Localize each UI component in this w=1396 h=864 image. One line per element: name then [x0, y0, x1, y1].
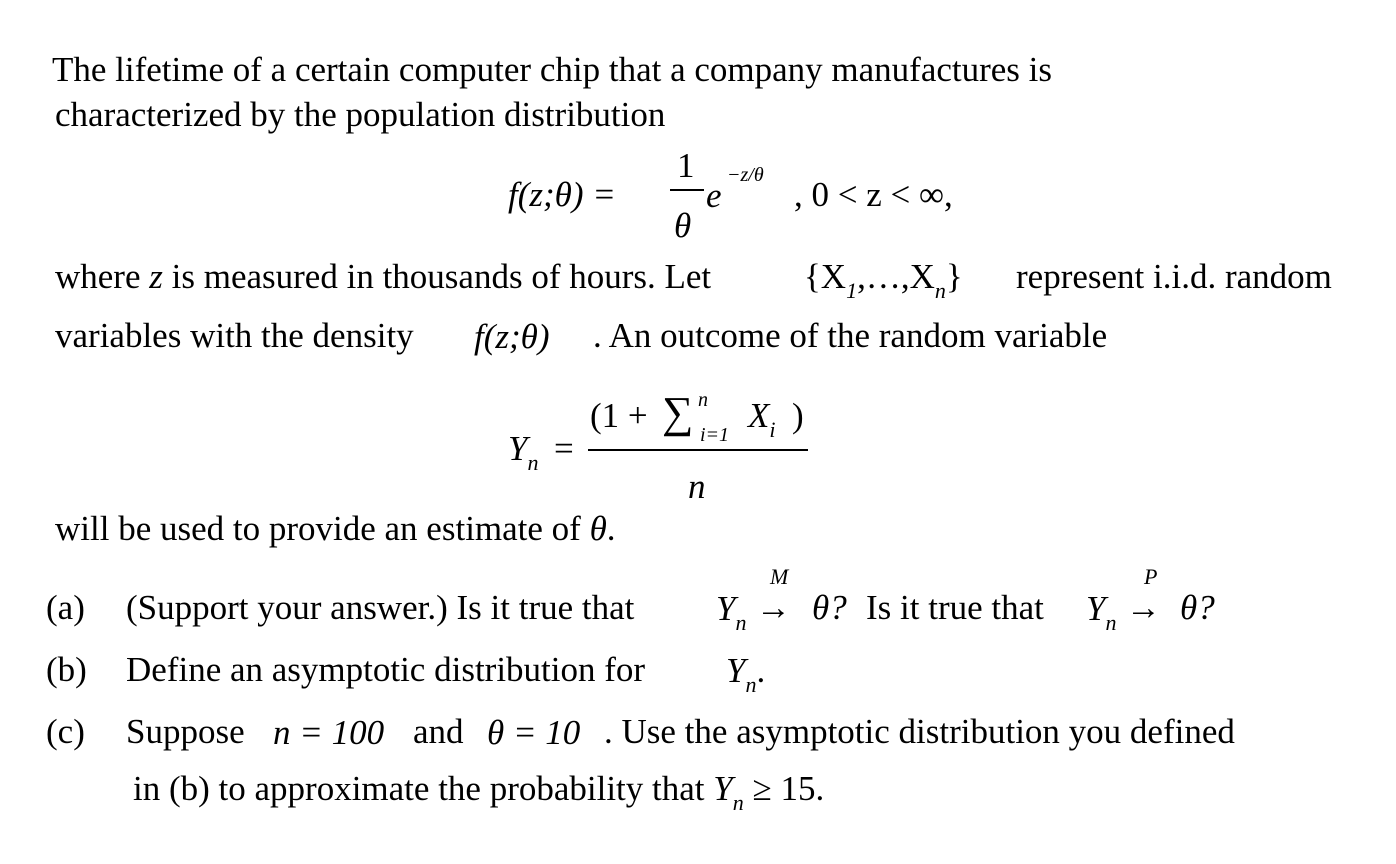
- density-ref: f(z;θ): [474, 317, 550, 356]
- arrow-label-m: M: [770, 564, 789, 589]
- part-c-label: (c): [46, 712, 85, 751]
- part-a-y1: $Y_n$: [716, 589, 747, 635]
- estimator-numerator-open: (1 +: [590, 396, 648, 435]
- estimator-equals: =: [554, 429, 574, 468]
- density-numerator: 1: [677, 146, 695, 185]
- part-b-text: Define an asymptotic distribution for: [126, 650, 646, 689]
- part-a-text2: Is it true that: [866, 588, 1044, 627]
- estimator-fraction-bar: [588, 449, 808, 451]
- part-c-theta-value: θ = 10: [487, 713, 581, 752]
- arrow-icon: →: [756, 588, 791, 627]
- intro-line-1: The lifetime of a certain computer chip that a company manufactures is: [52, 50, 1053, 89]
- part-c-post: . Use the asymptotic distribution you defined: [604, 712, 1235, 751]
- estimator-denominator: n: [688, 467, 706, 506]
- density-exponent: −z/θ: [727, 164, 764, 186]
- part-b-label: (b): [46, 650, 87, 689]
- part-c-and: and: [413, 712, 464, 751]
- intro-line-2: characterized by the population distribution: [55, 95, 666, 134]
- part-b-y: $Y_n$.: [726, 651, 766, 697]
- variables-line-post: . An outcome of the random variable: [593, 316, 1108, 355]
- density-exp-base: e: [706, 176, 722, 215]
- density-denominator: θ: [674, 206, 692, 245]
- part-a-y2: $Y_n$: [1086, 589, 1117, 635]
- sum-lower-limit: i=1: [700, 424, 730, 446]
- where-line-end: represent i.i.d. random: [1016, 257, 1332, 296]
- sample-set: $\{X_1,\dots,X_n\}$: [804, 257, 963, 303]
- density-range: , 0 < z < ∞,: [794, 175, 953, 214]
- density-lhs: f(z;θ) =: [508, 175, 616, 214]
- estimator-lhs: $Y_n$: [508, 429, 539, 475]
- part-c-pre: Suppose: [126, 712, 245, 751]
- arrow-label-p: P: [1144, 564, 1158, 589]
- arrow-icon: →: [1126, 588, 1161, 627]
- sum-symbol: ∑: [662, 388, 694, 437]
- density-fraction-bar: [670, 189, 704, 191]
- part-c-line2: in (b) to approximate the probability that $Y_n \ge 15$.: [133, 769, 825, 815]
- part-a-label: (a): [46, 588, 85, 627]
- where-line: where z is measured in thousands of hours. Let: [55, 257, 712, 296]
- estimator-numerator-close: ): [792, 396, 804, 435]
- part-a-text: (Support your answer.) Is it true that: [126, 588, 635, 627]
- part-a-theta1: θ?: [812, 588, 847, 627]
- part-a-theta2: θ?: [1180, 588, 1215, 627]
- sum-upper-limit: n: [698, 389, 708, 411]
- estimate-line: will be used to provide an estimate of θ.: [55, 509, 616, 548]
- sum-term: $X_i$: [748, 396, 776, 442]
- variables-line-pre: variables with the density: [55, 316, 414, 355]
- part-c-n-value: n = 100: [273, 713, 385, 752]
